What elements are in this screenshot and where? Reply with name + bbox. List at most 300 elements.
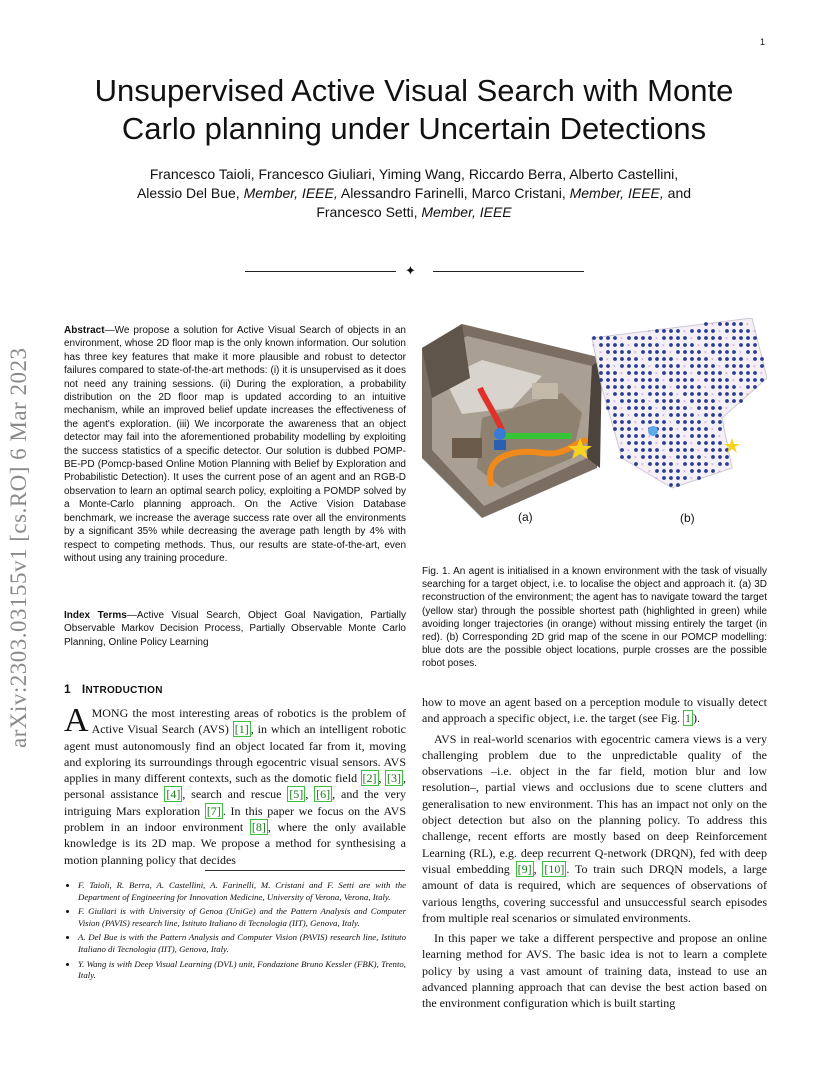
- object-location-dot: [669, 364, 673, 368]
- object-location-dot: [676, 434, 680, 438]
- object-location-dot: [662, 357, 666, 361]
- object-location-dot: [641, 399, 645, 403]
- object-location-dot: [648, 371, 652, 375]
- object-location-dot: [725, 343, 729, 347]
- object-location-dot: [725, 329, 729, 333]
- robot-pose-cross: ×: [676, 463, 679, 468]
- citation-link[interactable]: [8]: [251, 820, 266, 835]
- object-location-dot: [634, 378, 638, 382]
- reconstruction-3d: [422, 324, 602, 518]
- object-location-dot: [753, 371, 757, 375]
- intro-text: , personal assistance: [64, 771, 406, 802]
- robot-pose-cross: ×: [739, 386, 742, 391]
- object-location-dot: [697, 385, 701, 389]
- object-location-dot: [718, 371, 722, 375]
- robot-pose-cross: ×: [704, 351, 707, 356]
- object-location-dot: [599, 357, 603, 361]
- object-location-dot: [648, 455, 652, 459]
- object-location-dot: [718, 357, 722, 361]
- paragraph-text: ,: [533, 861, 543, 876]
- robot-pose-cross: ×: [662, 379, 665, 384]
- object-location-dot: [641, 448, 645, 452]
- robot-pose-cross: ×: [662, 344, 665, 349]
- object-location-dot: [711, 420, 715, 424]
- object-location-dot: [655, 413, 659, 417]
- object-location-dot: [599, 343, 603, 347]
- object-location-dot: [690, 448, 694, 452]
- object-location-dot: [718, 322, 722, 326]
- object-location-dot: [620, 427, 624, 431]
- object-location-dot: [683, 427, 687, 431]
- object-location-dot: [746, 343, 750, 347]
- object-location-dot: [620, 364, 624, 368]
- section-heading: [64, 682, 163, 696]
- footnotes: [64, 880, 406, 985]
- object-location-dot: [627, 441, 631, 445]
- object-location-dot: [725, 322, 729, 326]
- object-location-dot: [732, 357, 736, 361]
- object-location-dot: [711, 343, 715, 347]
- object-location-dot: [662, 371, 666, 375]
- robot-pose-cross: ×: [704, 456, 707, 461]
- object-location-dot: [676, 406, 680, 410]
- section-title-rest: NTRODUCTION: [85, 685, 163, 696]
- object-location-dot: [662, 350, 666, 354]
- object-location-dot: [690, 357, 694, 361]
- diamond-star-icon: ✦: [405, 263, 416, 278]
- object-location-dot: [606, 350, 610, 354]
- object-location-dot: [711, 455, 715, 459]
- robot-pose-cross: ×: [718, 400, 721, 405]
- robot-pose-cross: ×: [648, 400, 651, 405]
- object-location-dot: [620, 455, 624, 459]
- object-location-dot: [627, 420, 631, 424]
- object-location-dot: [655, 448, 659, 452]
- object-location-dot: [711, 448, 715, 452]
- object-location-dot: [620, 385, 624, 389]
- object-location-dot: [648, 378, 652, 382]
- object-location-dot: [634, 413, 638, 417]
- object-location-dot: [711, 378, 715, 382]
- object-location-dot: [690, 364, 694, 368]
- object-location-dot: [634, 434, 638, 438]
- object-location-dot: [676, 420, 680, 424]
- object-location-dot: [739, 378, 743, 382]
- intro-text: MONG the most interesting areas of robotics is the problem of Active Visual Search (AVS): [91, 706, 406, 737]
- robot-pose-cross: ×: [746, 323, 749, 328]
- citation-link[interactable]: [7]: [206, 803, 221, 818]
- citation-link[interactable]: [2]: [362, 771, 377, 786]
- object-location-dot: [662, 476, 666, 480]
- object-location-dot: [676, 378, 680, 382]
- paragraph: [422, 930, 767, 1011]
- object-location-dot: [746, 350, 750, 354]
- object-location-dot: [655, 385, 659, 389]
- object-location-dot: [662, 455, 666, 459]
- section-number: 1: [64, 682, 71, 696]
- object-location-dot: [683, 392, 687, 396]
- index-terms: [64, 609, 406, 649]
- object-location-dot: [648, 350, 652, 354]
- footnote-item: • F. Taioli, R. Berra, A. Castellini, A. Farinelli, M. Cristani and F. Setti are with the Department of Engineering for Innovation Medicine, University of Verona, Verona, Italy.: [78, 880, 406, 903]
- object-location-dot: [704, 392, 708, 396]
- footnote-item: • A. Del Bue is with the Pattern Analysis and Computer Vision (PAVIS) research line, Istituto Italiano di Tecnologia (IIT), Genova, Italy.: [78, 932, 406, 955]
- object-location-dot: [613, 392, 617, 396]
- figure-label-a: (a): [518, 510, 533, 524]
- object-location-dot: [746, 371, 750, 375]
- object-location-dot: [655, 455, 659, 459]
- object-location-dot: [634, 357, 638, 361]
- object-location-dot: [676, 469, 680, 473]
- object-location-dot: [746, 378, 750, 382]
- object-location-dot: [613, 350, 617, 354]
- object-location-dot: [718, 378, 722, 382]
- citation-link[interactable]: [1]: [234, 722, 249, 737]
- robot-pose-cross: ×: [718, 330, 721, 335]
- object-location-dot: [746, 364, 750, 368]
- object-location-dot: [704, 399, 708, 403]
- object-location-dot: [662, 329, 666, 333]
- figure-1: [422, 318, 767, 528]
- object-location-dot: [718, 455, 722, 459]
- object-location-dot: [634, 343, 638, 347]
- object-location-dot: [697, 462, 701, 466]
- object-location-dot: [669, 399, 673, 403]
- authors-line-2: Alessandro Farinelli, Marco Cristani,: [340, 185, 566, 201]
- robot-pose-cross: ×: [606, 393, 609, 398]
- object-location-dot: [592, 336, 596, 340]
- object-location-dot: [725, 364, 729, 368]
- object-location-dot: [690, 392, 694, 396]
- robot-pose-cross: ×: [655, 407, 658, 412]
- object-location-dot: [718, 406, 722, 410]
- robot-pose-cross: ×: [746, 358, 749, 363]
- object-location-dot: [613, 385, 617, 389]
- object-location-dot: [669, 448, 673, 452]
- paragraph-text: In this paper we take a different perspective and propose an online learning method for AVS. The basic idea is not to learn a complete policy by using a vast amount of training data, instead to use an advanced planning approach that can devise the best action based on the environment configuration which is built starting: [422, 931, 767, 1011]
- robot-pose-cross: ×: [683, 400, 686, 405]
- object-location-dot: [599, 378, 603, 382]
- object-location-dot: [683, 413, 687, 417]
- robot-pose-cross: ×: [641, 463, 644, 468]
- object-location-dot: [641, 343, 645, 347]
- index-terms-text: —Active Visual Search, Object Goal Navigation, Partially Observable Markov Decision Process, Partially Observable Monte Carlo Planning, Online Policy Learning: [64, 610, 406, 648]
- object-location-dot: [655, 462, 659, 466]
- agent-icon: [494, 428, 506, 440]
- robot-pose-cross: ×: [634, 421, 637, 426]
- object-location-dot: [760, 378, 764, 382]
- robot-pose-cross: ×: [697, 449, 700, 454]
- object-location-dot: [620, 343, 624, 347]
- member-ieee-1: Member, IEEE,: [243, 185, 338, 201]
- object-location-dot: [704, 469, 708, 473]
- robot-pose-cross: ×: [669, 386, 672, 391]
- object-location-dot: [669, 329, 673, 333]
- object-location-dot: [620, 392, 624, 396]
- object-location-dot: [641, 406, 645, 410]
- object-location-dot: [683, 441, 687, 445]
- object-location-dot: [683, 455, 687, 459]
- robot-pose-cross: ×: [690, 337, 693, 342]
- object-location-dot: [718, 350, 722, 354]
- object-location-dot: [732, 364, 736, 368]
- object-location-dot: [690, 399, 694, 403]
- object-location-dot: [599, 364, 603, 368]
- object-location-dot: [718, 420, 722, 424]
- object-location-dot: [648, 343, 652, 347]
- object-location-dot: [690, 469, 694, 473]
- robot-pose-cross: ×: [655, 442, 658, 447]
- robot-pose-cross: ×: [683, 330, 686, 335]
- object-location-dot: [732, 350, 736, 354]
- robot-pose-cross: ×: [753, 365, 756, 370]
- robot-pose-cross: ×: [697, 414, 700, 419]
- object-location-dot: [676, 476, 680, 480]
- object-location-dot: [662, 364, 666, 368]
- index-terms-label: Index Terms: [64, 610, 127, 621]
- robot-pose-cross: ×: [620, 337, 623, 342]
- object-location-dot: [662, 385, 666, 389]
- object-location-dot: [669, 427, 673, 431]
- robot-pose-cross: ×: [613, 400, 616, 405]
- authors-and: and: [667, 185, 692, 201]
- object-location-dot: [620, 357, 624, 361]
- figure-1-graphic: [422, 318, 767, 528]
- object-location-dot: [690, 385, 694, 389]
- object-location-dot: [676, 364, 680, 368]
- object-location-dot: [704, 322, 708, 326]
- object-location-dot: [669, 462, 673, 466]
- object-location-dot: [641, 413, 645, 417]
- authors-line-1: Francesco Taioli, Francesco Giuliari, Yiming Wang, Riccardo Berra, Alberto Castellini,: [149, 166, 679, 182]
- object-location-dot: [648, 448, 652, 452]
- citation-link[interactable]: [4]: [166, 787, 181, 802]
- object-location-dot: [655, 420, 659, 424]
- citation-link[interactable]: [9]: [517, 861, 532, 876]
- object-location-dot: [648, 385, 652, 389]
- object-location-dot: [655, 357, 659, 361]
- citation-link[interactable]: [10]: [544, 861, 565, 876]
- object-location-dot: [669, 343, 673, 347]
- object-location-dot: [627, 392, 631, 396]
- intro-column-1: [64, 702, 407, 868]
- object-location-dot: [620, 399, 624, 403]
- robot-pose-cross: ×: [725, 407, 728, 412]
- object-location-dot: [704, 434, 708, 438]
- object-location-dot: [725, 357, 729, 361]
- object-location-dot: [627, 427, 631, 431]
- object-location-dot: [683, 350, 687, 354]
- object-location-dot: [732, 399, 736, 403]
- separator-line-left: [245, 271, 396, 272]
- object-location-dot: [725, 455, 729, 459]
- object-location-dot: [669, 413, 673, 417]
- robot-pose-cross: ×: [669, 421, 672, 426]
- object-location-dot: [683, 343, 687, 347]
- citation-link[interactable]: [3]: [387, 771, 401, 786]
- object-location-dot: [725, 378, 729, 382]
- robot-pose-cross: ×: [676, 358, 679, 363]
- robot-pose-cross: ×: [711, 463, 714, 468]
- object-location-dot: [732, 329, 736, 333]
- object-location-dot: [669, 483, 673, 487]
- object-location-dot: [683, 357, 687, 361]
- object-location-dot: [613, 378, 617, 382]
- object-location-dot: [662, 434, 666, 438]
- robot-pose-cross: ×: [641, 393, 644, 398]
- object-location-dot: [690, 434, 694, 438]
- object-location-dot: [676, 413, 680, 417]
- object-location-dot: [676, 343, 680, 347]
- robot-pose-cross: ×: [704, 386, 707, 391]
- object-location-dot: [613, 371, 617, 375]
- dropcap: A: [64, 702, 89, 739]
- object-location-dot: [662, 427, 666, 431]
- object-location-dot: [683, 336, 687, 340]
- robot-pose-cross: ×: [620, 407, 623, 412]
- intro-text: , search and rescue: [182, 787, 288, 802]
- object-location-dot: [697, 399, 701, 403]
- object-location-dot: [627, 406, 631, 410]
- object-location-dot: [732, 385, 736, 389]
- object-location-dot: [641, 350, 645, 354]
- robot-pose-cross: ×: [662, 449, 665, 454]
- object-location-dot: [634, 441, 638, 445]
- robot-pose-cross: ×: [690, 372, 693, 377]
- object-location-dot: [613, 427, 617, 431]
- robot-pose-cross: ×: [683, 365, 686, 370]
- object-location-dot: [725, 350, 729, 354]
- object-location-dot: [669, 392, 673, 396]
- object-location-dot: [739, 322, 743, 326]
- object-location-dot: [662, 420, 666, 424]
- object-location-dot: [676, 399, 680, 403]
- section-title-first: I: [81, 682, 86, 696]
- robot-pose-cross: ×: [620, 372, 623, 377]
- object-location-dot: [634, 392, 638, 396]
- object-location-dot: [711, 441, 715, 445]
- citation-link[interactable]: [5]: [289, 787, 304, 802]
- object-location-dot: [704, 462, 708, 466]
- object-location-dot: [613, 357, 617, 361]
- object-location-dot: [753, 336, 757, 340]
- object-location-dot: [669, 441, 673, 445]
- object-location-dot: [669, 371, 673, 375]
- object-location-dot: [690, 413, 694, 417]
- object-location-dot: [711, 406, 715, 410]
- object-location-dot: [648, 413, 652, 417]
- citation-link[interactable]: [6]: [316, 787, 331, 802]
- robot-pose-cross: ×: [620, 442, 623, 447]
- robot-pose-cross: ×: [732, 344, 735, 349]
- object-location-dot: [718, 413, 722, 417]
- object-location-dot: [704, 343, 708, 347]
- figure-link[interactable]: 1: [685, 711, 692, 726]
- object-location-dot: [718, 427, 722, 431]
- page-number: 1: [759, 37, 765, 47]
- object-location-dot: [718, 448, 722, 452]
- object-location-dot: [676, 441, 680, 445]
- intro-column-2: [422, 694, 767, 1016]
- object-location-dot: [704, 336, 708, 340]
- object-location-dot: [606, 336, 610, 340]
- paper-title: Unsupervised Active Visual Search with Monte Carlo planning under Uncertain Detections: [94, 73, 734, 146]
- robot-pose-cross: ×: [718, 470, 721, 475]
- object-location-dot: [662, 406, 666, 410]
- object-location-dot: [690, 462, 694, 466]
- object-location-dot: [669, 336, 673, 340]
- robot-pose-cross: ×: [718, 365, 721, 370]
- object-location-dot: [711, 364, 715, 368]
- object-location-dot: [697, 427, 701, 431]
- object-location-dot: [718, 462, 722, 466]
- object-location-dot: [655, 378, 659, 382]
- robot-pose-cross: ×: [634, 456, 637, 461]
- object-location-dot: [690, 350, 694, 354]
- robot-pose-cross: ×: [641, 428, 644, 433]
- object-location-dot: [669, 406, 673, 410]
- object-location-dot: [620, 434, 624, 438]
- intro-text: ,: [305, 787, 315, 802]
- object-location-dot: [753, 385, 757, 389]
- object-location-dot: [627, 385, 631, 389]
- object-location-dot: [613, 343, 617, 347]
- object-location-dot: [697, 406, 701, 410]
- object-location-dot: [599, 336, 603, 340]
- robot-pose-cross: ×: [760, 372, 763, 377]
- robot-pose-cross: ×: [669, 351, 672, 356]
- object-location-dot: [725, 399, 729, 403]
- object-location-dot: [683, 462, 687, 466]
- object-location-dot: [739, 357, 743, 361]
- intro-text: , in which an intelligent robotic agent must autonomously find an object located far from it, moving and exploring its surroundings through egocentric visual sensors. AVS applies in many different contexts, such as the domotic field: [64, 722, 407, 786]
- object-location-dot: [697, 329, 701, 333]
- object-location-dot: [655, 329, 659, 333]
- author-list: [80, 165, 748, 222]
- robot-pose-cross: ×: [627, 414, 630, 419]
- object-location-dot: [662, 469, 666, 473]
- author-setti: Francesco Setti,: [316, 204, 418, 220]
- object-location-dot: [704, 357, 708, 361]
- object-location-dot: [662, 441, 666, 445]
- object-location-dot: [648, 336, 652, 340]
- robot-pose-cross: ×: [746, 393, 749, 398]
- robot-pose-cross: ×: [662, 414, 665, 419]
- intro-text: , where the only available knowledge is its 2D map. We propose a method for synthesising a motion planning policy that decides: [64, 820, 406, 867]
- object-location-dot: [760, 357, 764, 361]
- object-location-dot: [655, 469, 659, 473]
- robot-pose-cross: ×: [690, 407, 693, 412]
- object-location-dot: [711, 371, 715, 375]
- object-location-dot: [676, 448, 680, 452]
- robot-pose-cross: ×: [753, 330, 756, 335]
- object-location-dot: [683, 420, 687, 424]
- object-location-dot: [676, 329, 680, 333]
- object-location-dot: [634, 448, 638, 452]
- object-location-dot: [606, 406, 610, 410]
- object-location-dot: [697, 336, 701, 340]
- object-location-dot: [634, 399, 638, 403]
- object-location-dot: [634, 364, 638, 368]
- object-location-dot: [711, 329, 715, 333]
- intro-text: ,: [378, 771, 385, 786]
- robot-pose-cross: ×: [634, 351, 637, 356]
- object-location-dot: [690, 427, 694, 431]
- object-location-dot: [606, 378, 610, 382]
- object-location-dot: [627, 434, 631, 438]
- object-location-dot: [620, 378, 624, 382]
- robot-pose-cross: ×: [683, 435, 686, 440]
